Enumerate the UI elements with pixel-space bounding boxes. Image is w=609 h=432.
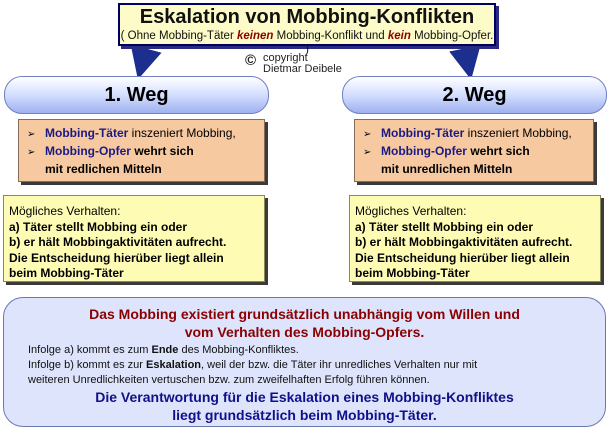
behavior-decision: beim Mobbing-Täter [9,266,124,280]
behavior-decision: Die Entscheidung hierüber liegt allein [9,250,224,265]
bullet-row [363,143,593,161]
behavior-option-a: a) Täter stellt Mobbing ein oder [9,219,188,234]
subtitle-part: Mobbing-Opfer. ) [305,30,494,56]
behavior-option-b: b) er hält Mobbingaktivitäten aufrecht. [9,235,227,249]
bullet-arrow-icon: ➢ [27,147,36,158]
responsibility-statement: Die Verantwortung für die Eskalation eines Mobbing-Konfliktes [95,389,514,405]
bullet-text: inszeniert Mobbing, [128,126,236,140]
consequence-b [28,359,477,372]
title-box [118,3,496,56]
consequence-b-continued: weiteren Unredlichkeiten vertuschen bzw. zum zweifelhaften Erfolg führen können. [28,374,430,386]
copyright-author: Dietmar Deibele [263,63,342,75]
way-1-behavior [3,195,265,282]
way-2-heading: 2. Weg [342,76,607,114]
bullet-text: wehrt sich [130,144,194,158]
behavior-option-b: b) er hält Mobbingaktivitäten aufrecht. [355,235,573,249]
conclusion-headline: vom Verhalten des Mobbing-Opfers. [184,324,425,340]
subtitle-part: ( Ohne Mobbing-Täter [120,30,237,42]
copyright-icon: © [245,52,257,69]
subtitle-emphasis: kein [387,30,411,42]
consequence-text: des Mobbing-Konfliktes. [178,344,299,356]
page-title: Eskalation von Mobbing-Konflikten [139,6,475,28]
behavior-lead: Mögliches Verhalten: [355,204,467,218]
bullet-continuation: mit redlichen Mitteln [45,162,162,176]
way-2-behavior [349,195,601,282]
bullet-row [27,143,264,161]
responsibility-statement: liegt grundsätzlich beim Mobbing-Täter. [172,407,437,423]
consequence-bold: Ende [151,344,179,356]
bullet-row [27,125,264,143]
bullet-arrow-icon: ➢ [363,129,372,140]
consequence-text: Infolge a) kommt es zum [28,344,152,356]
bullet-text: wehrt sich [466,144,530,158]
conclusion-headline: Das Mobbing existiert grundsätzlich unabhängig vom Willen und [89,306,520,322]
behavior-lead: Mögliches Verhalten: [9,204,121,218]
subtitle-emphasis: keinen [236,30,274,42]
behavior-decision: Die Entscheidung hierüber liegt allein [355,250,570,265]
way-1-situation [18,119,265,182]
bullet-arrow-icon: ➢ [27,129,36,140]
conclusion-box [3,297,606,427]
bullet-highlight: Mobbing-Opfer [45,144,131,158]
bullet-highlight: Mobbing-Täter [381,126,465,140]
way-2-situation [354,119,594,182]
way-1-heading: 1. Weg [4,76,269,114]
consequence-bold: Eskalation [146,359,202,371]
bullet-arrow-icon: ➢ [363,147,372,158]
copyright-line: copyright [263,52,308,64]
behavior-decision: beim Mobbing-Täter [355,266,470,280]
bullet-highlight: Mobbing-Täter [45,126,129,140]
bullet-highlight: Mobbing-Opfer [381,144,467,158]
consequence-text: Infolge b) kommt es zur [28,359,146,371]
bullet-row [363,125,593,143]
consequence-a [28,344,299,357]
behavior-option-a: a) Täter stellt Mobbing ein oder [355,219,534,234]
copyright-text [263,53,363,75]
bullet-text: inszeniert Mobbing, [464,126,572,140]
bullet-continuation: mit unredlichen Mitteln [381,162,513,176]
subtitle-part: Mobbing-Konflikt und [273,30,388,42]
consequence-text: , weil der bzw. die Täter ihr unredliches Verhalten nur mit [201,359,478,371]
